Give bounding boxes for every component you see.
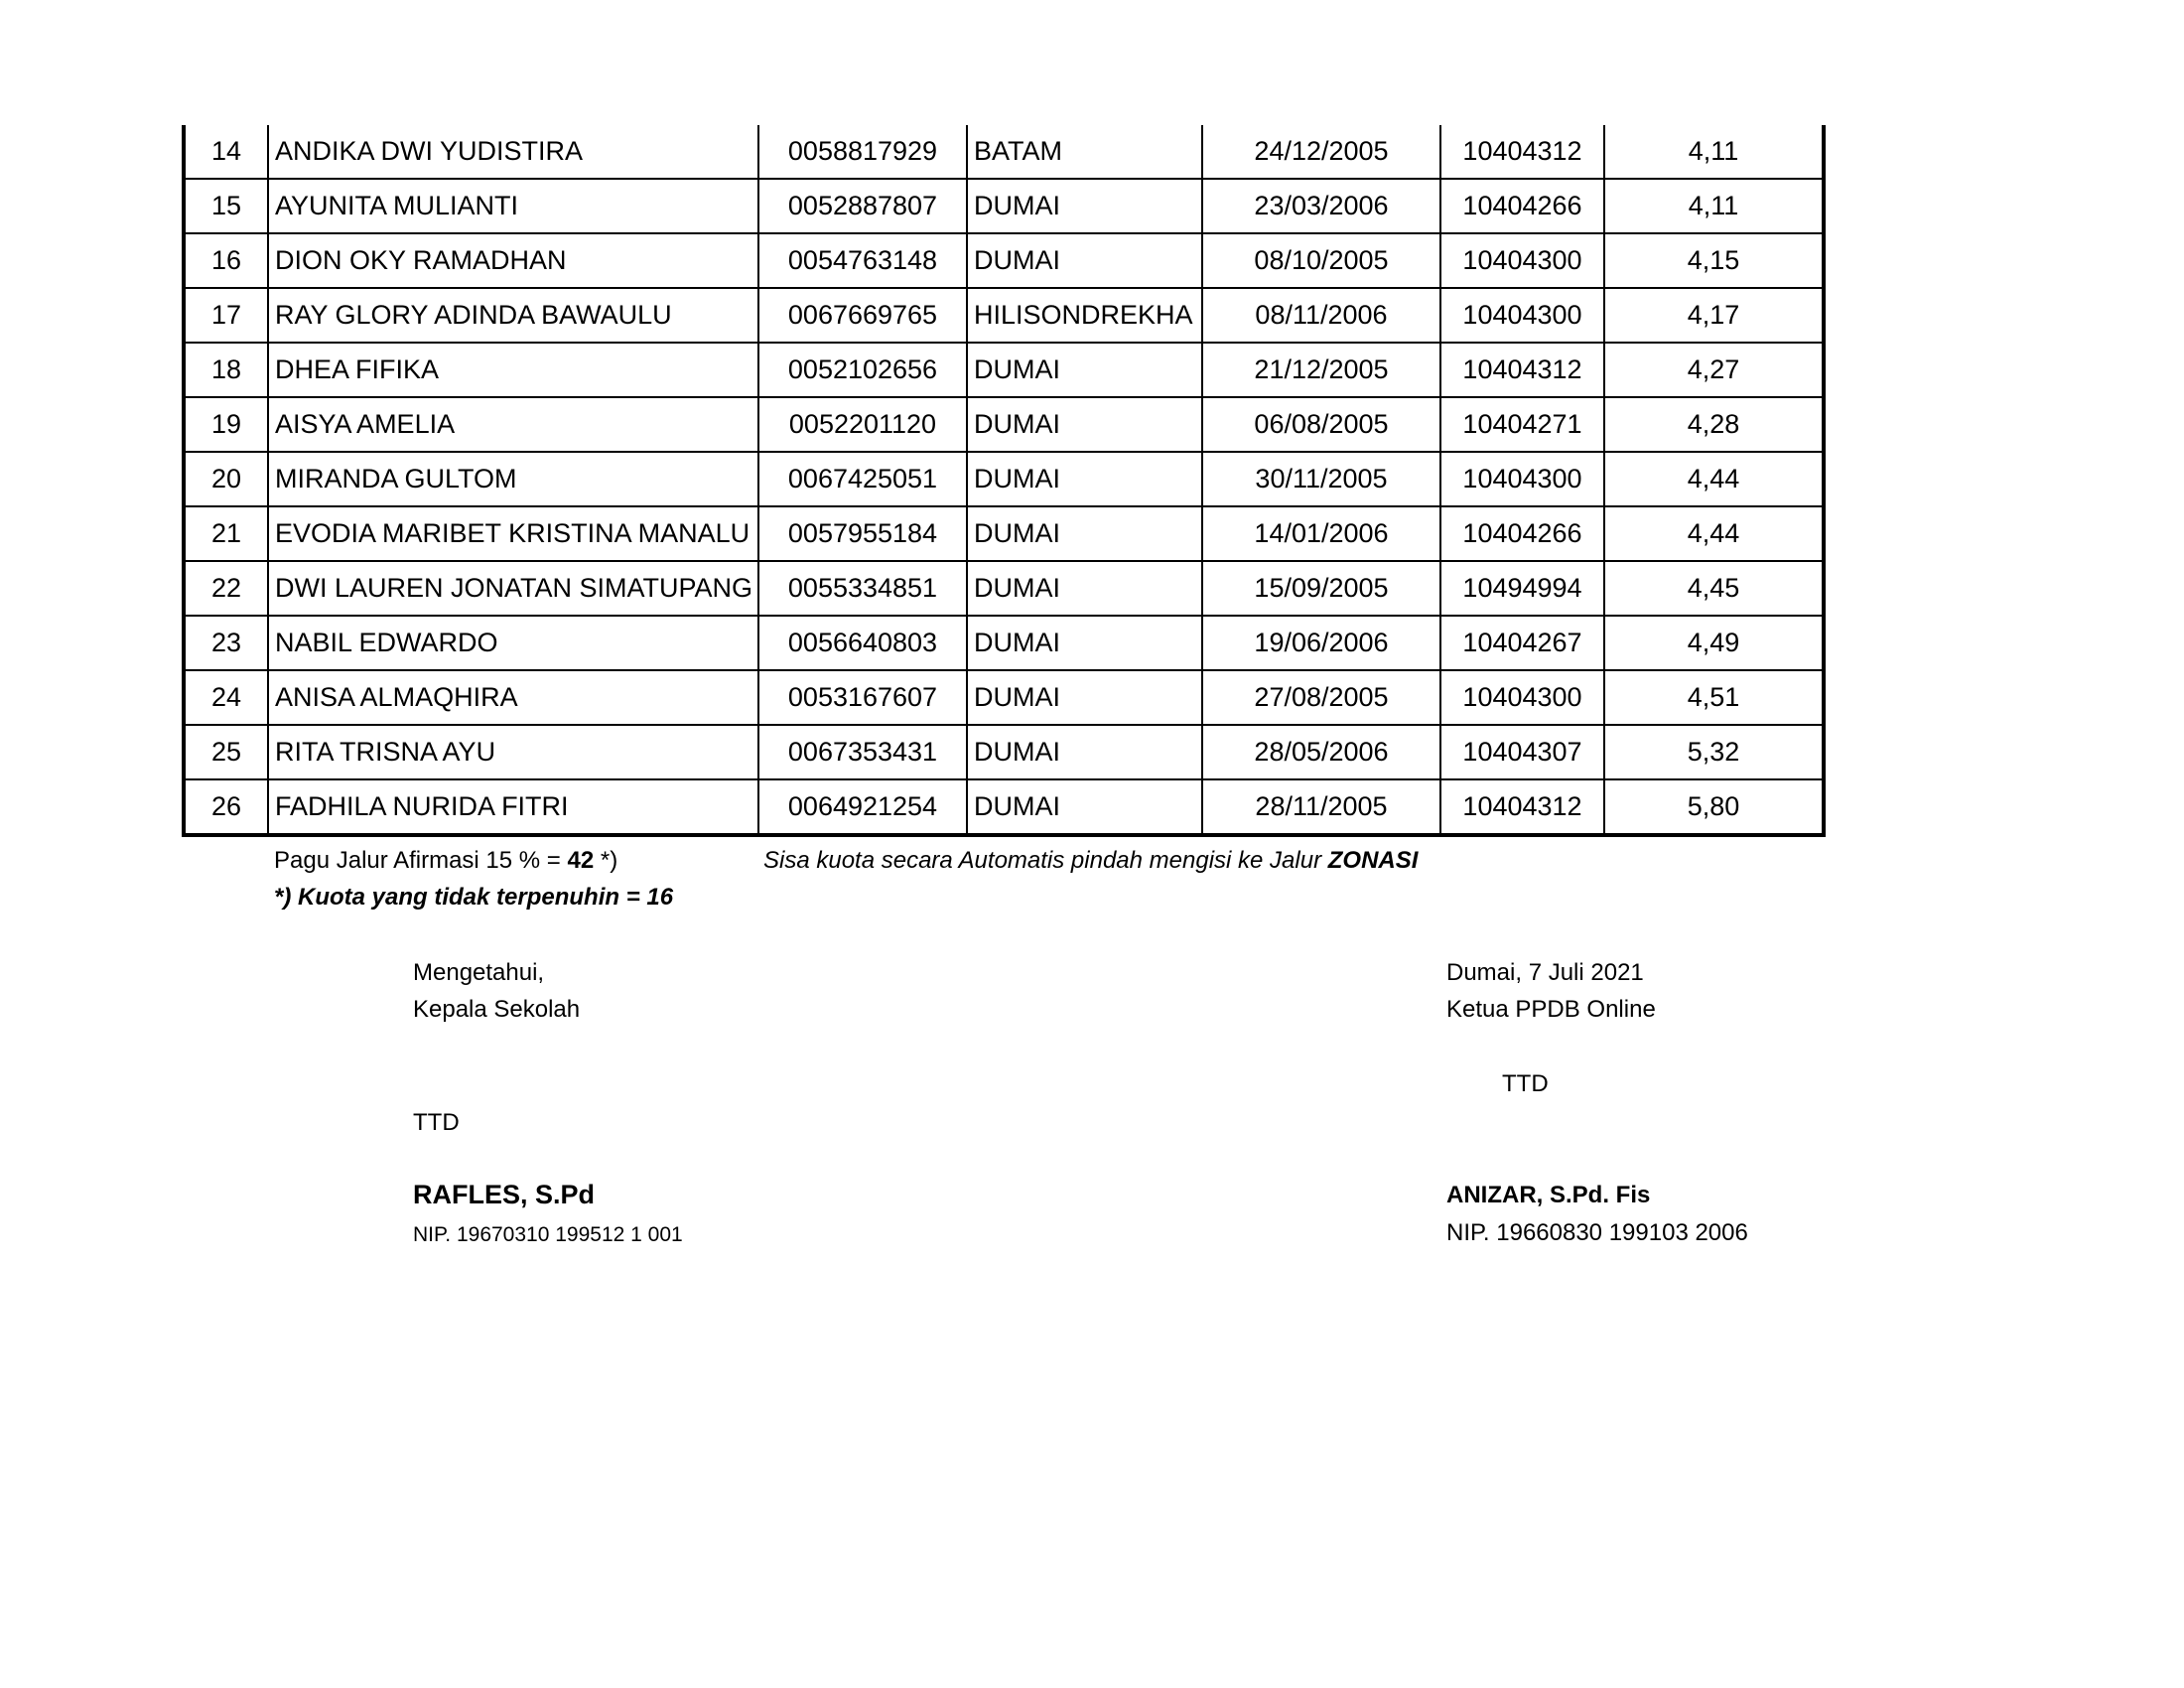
table-row: [184, 179, 1824, 233]
school-npsn-cell: 10404266: [1440, 179, 1604, 233]
score-value-cell: 4,28: [1604, 397, 1824, 452]
student-name-cell: AISYA AMELIA: [268, 397, 758, 452]
score-value-cell: 4,27: [1604, 343, 1824, 397]
birth-date-cell: 19/06/2006: [1202, 616, 1440, 670]
row-number-cell: 23: [184, 616, 268, 670]
student-nisn-cell: 0067353431: [758, 725, 967, 779]
unfilled-quota-note: *) Kuota yang tidak terpenuhin = 16: [274, 884, 674, 911]
table-row: [184, 233, 1824, 288]
student-name-cell: DHEA FIFIKA: [268, 343, 758, 397]
score-value-cell: 4,45: [1604, 561, 1824, 616]
row-number-cell: 22: [184, 561, 268, 616]
table-row: [184, 288, 1824, 343]
table-row: [184, 397, 1824, 452]
student-name-cell: NABIL EDWARDO: [268, 616, 758, 670]
left-acknowledge-label: Mengetahui,: [413, 959, 545, 986]
school-npsn-cell: 10494994: [1440, 561, 1604, 616]
score-value-cell: 5,80: [1604, 779, 1824, 835]
birth-place-cell: DUMAI: [967, 725, 1202, 779]
birth-place-cell: DUMAI: [967, 616, 1202, 670]
table-row: [184, 125, 1824, 179]
birth-place-cell: DUMAI: [967, 506, 1202, 561]
birth-date-cell: 28/11/2005: [1202, 779, 1440, 835]
score-value-cell: 4,49: [1604, 616, 1824, 670]
quota-note-prefix: Pagu Jalur Afirmasi 15 % =: [274, 847, 568, 874]
table-row: [184, 506, 1824, 561]
student-name-cell: EVODIA MARIBET KRISTINA MANALU: [268, 506, 758, 561]
row-number-cell: 21: [184, 506, 268, 561]
table-row: [184, 725, 1824, 779]
school-npsn-cell: 10404267: [1440, 616, 1604, 670]
student-name-cell: AYUNITA MULIANTI: [268, 179, 758, 233]
student-nisn-cell: 0052887807: [758, 179, 967, 233]
remaining-quota-target: ZONASI: [1327, 847, 1419, 874]
student-table-body: [184, 125, 1824, 835]
student-nisn-cell: 0052102656: [758, 343, 967, 397]
student-name-cell: FADHILA NURIDA FITRI: [268, 779, 758, 835]
birth-place-cell: DUMAI: [967, 670, 1202, 725]
birth-date-cell: 23/03/2006: [1202, 179, 1440, 233]
birth-date-cell: 24/12/2005: [1202, 125, 1440, 179]
row-number-cell: 24: [184, 670, 268, 725]
table-row: [184, 343, 1824, 397]
school-npsn-cell: 10404312: [1440, 125, 1604, 179]
right-signatory-nip: NIP. 19660830 199103 2006: [1446, 1219, 1748, 1246]
birth-place-cell: DUMAI: [967, 452, 1202, 506]
right-place-date: Dumai, 7 Juli 2021: [1446, 959, 1644, 986]
student-name-cell: ANISA ALMAQHIRA: [268, 670, 758, 725]
score-value-cell: 4,11: [1604, 125, 1824, 179]
school-npsn-cell: 10404300: [1440, 233, 1604, 288]
birth-date-cell: 21/12/2005: [1202, 343, 1440, 397]
right-signatory-name: ANIZAR, S.Pd. Fis: [1446, 1182, 1651, 1208]
table-row: [184, 452, 1824, 506]
student-name-cell: MIRANDA GULTOM: [268, 452, 758, 506]
left-signature-ttd: TTD: [413, 1109, 460, 1136]
birth-date-cell: 08/10/2005: [1202, 233, 1440, 288]
student-nisn-cell: 0054763148: [758, 233, 967, 288]
left-signatory-nip: NIP. 19670310 199512 1 001: [413, 1223, 683, 1246]
table-row: [184, 779, 1824, 835]
right-position-title: Ketua PPDB Online: [1446, 996, 1656, 1023]
quota-value: 42: [567, 847, 595, 874]
left-signatory-name: RAFLES, S.Pd: [413, 1180, 596, 1209]
student-nisn-cell: 0067669765: [758, 288, 967, 343]
row-number-cell: 20: [184, 452, 268, 506]
row-number-cell: 16: [184, 233, 268, 288]
school-npsn-cell: 10404300: [1440, 288, 1604, 343]
birth-place-cell: BATAM: [967, 125, 1202, 179]
student-nisn-cell: 0055334851: [758, 561, 967, 616]
school-npsn-cell: 10404300: [1440, 452, 1604, 506]
birth-place-cell: DUMAI: [967, 561, 1202, 616]
school-npsn-cell: 10404307: [1440, 725, 1604, 779]
row-number-cell: 26: [184, 779, 268, 835]
school-npsn-cell: 10404300: [1440, 670, 1604, 725]
student-name-cell: ANDIKA DWI YUDISTIRA: [268, 125, 758, 179]
birth-place-cell: DUMAI: [967, 779, 1202, 835]
student-name-cell: DWI LAUREN JONATAN SIMATUPANG: [268, 561, 758, 616]
student-name-cell: RITA TRISNA AYU: [268, 725, 758, 779]
row-number-cell: 18: [184, 343, 268, 397]
row-number-cell: 15: [184, 179, 268, 233]
birth-date-cell: 06/08/2005: [1202, 397, 1440, 452]
score-value-cell: 5,32: [1604, 725, 1824, 779]
student-name-cell: RAY GLORY ADINDA BAWAULU: [268, 288, 758, 343]
table-row: [184, 616, 1824, 670]
left-position-title: Kepala Sekolah: [413, 996, 581, 1023]
score-value-cell: 4,51: [1604, 670, 1824, 725]
birth-date-cell: 14/01/2006: [1202, 506, 1440, 561]
birth-date-cell: 08/11/2006: [1202, 288, 1440, 343]
student-nisn-cell: 0057955184: [758, 506, 967, 561]
school-npsn-cell: 10404271: [1440, 397, 1604, 452]
right-signature-ttd: TTD: [1502, 1070, 1549, 1097]
score-value-cell: 4,44: [1604, 452, 1824, 506]
student-nisn-cell: 0053167607: [758, 670, 967, 725]
row-number-cell: 14: [210, 136, 242, 166]
score-value-cell: 4,11: [1604, 179, 1824, 233]
row-number-cell: 17: [184, 288, 268, 343]
student-nisn-cell: 0067425051: [758, 452, 967, 506]
quota-note-suffix: *): [594, 847, 618, 874]
school-npsn-cell: 10404312: [1440, 779, 1604, 835]
birth-place-cell: DUMAI: [967, 179, 1202, 233]
row-number-cell: 19: [184, 397, 268, 452]
birth-place-cell: HILISONDREKHA: [967, 288, 1202, 343]
school-npsn-cell: 10404312: [1440, 343, 1604, 397]
birth-place-cell: DUMAI: [967, 233, 1202, 288]
score-value-cell: 4,15: [1604, 233, 1824, 288]
birth-date-cell: 27/08/2005: [1202, 670, 1440, 725]
birth-date-cell: 28/05/2006: [1202, 725, 1440, 779]
birth-place-cell: DUMAI: [967, 343, 1202, 397]
remaining-quota-note: [763, 846, 1418, 876]
score-value-cell: 4,17: [1604, 288, 1824, 343]
score-value-cell: 4,44: [1604, 506, 1824, 561]
row-number-cell: 25: [184, 725, 268, 779]
remaining-quota-text: Sisa kuota secara Automatis pindah mengisi ke Jalur: [763, 847, 1328, 874]
table-row: [184, 670, 1824, 725]
student-nisn-cell: 0056640803: [758, 616, 967, 670]
student-nisn-cell: 0052201120: [758, 397, 967, 452]
student-name-cell: DION OKY RAMADHAN: [268, 233, 758, 288]
birth-place-cell: DUMAI: [967, 397, 1202, 452]
birth-date-cell: 30/11/2005: [1202, 452, 1440, 506]
school-npsn-cell: 10404266: [1440, 506, 1604, 561]
student-table: [182, 125, 1826, 837]
table-row: [184, 561, 1824, 616]
birth-date-cell: 15/09/2005: [1202, 561, 1440, 616]
student-nisn-cell: 0064921254: [758, 779, 967, 835]
student-nisn-cell: 0058817929: [758, 125, 967, 179]
quota-note: [274, 846, 617, 876]
